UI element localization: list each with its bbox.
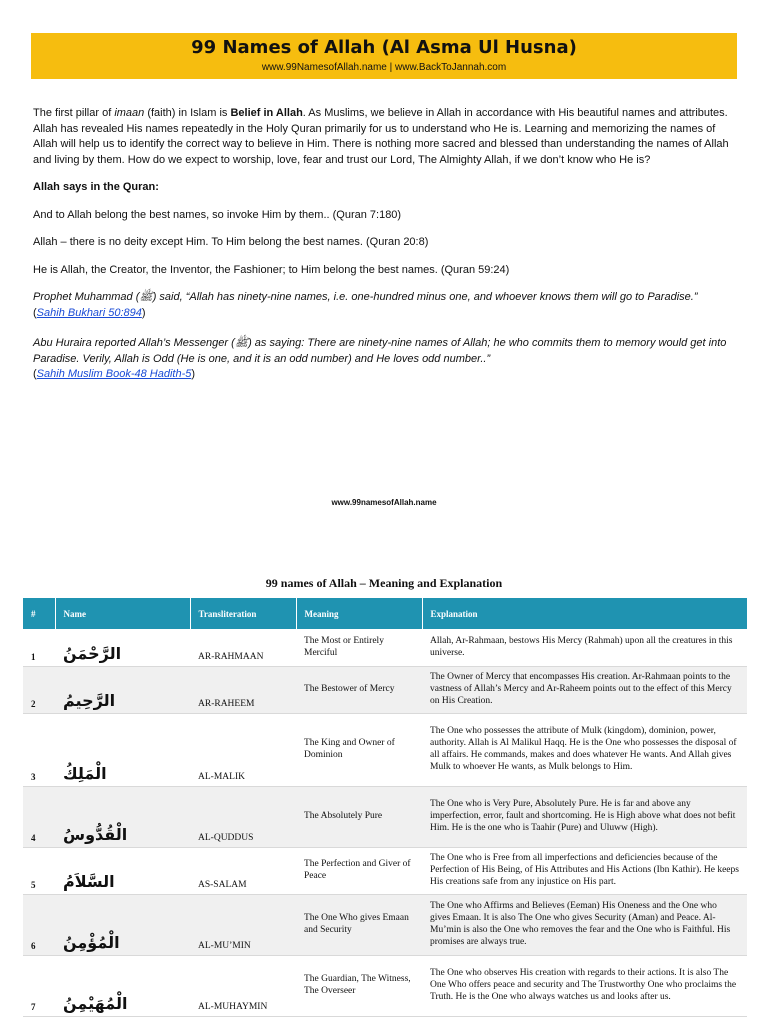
site-url[interactable]: www.99namesofAllah.name <box>331 498 437 507</box>
table-row <box>23 955 747 1016</box>
explanation: The One who is Very Pure, Absolutely Pure. He is far and above any imperfection, error, fault and shortcoming. He is High above what does not befit Him. He is the one who is Taahir (Pure) and Uluww (High). <box>422 786 747 847</box>
transliteration: AR-RAHMAAN <box>190 629 296 666</box>
explanation: The One who is Free from all imperfections and deficiencies because of the Perfection of His Being, of His Attributes and His Actions (Ibn Kathir). He keeps His creations safe from any injustice on His part. <box>422 847 747 894</box>
quran-quote: He is Allah, the Creator, the Inventor, the Fashioner; to Him belong the best names. (Quran 59:24) <box>33 263 510 276</box>
row-number: 1 <box>23 629 55 666</box>
explanation: The One who Affirms and Believes (Eeman) His Oneness and the One who gives Emaan. It is also The One who gives Security (Aman) and Peace. Al-Mu’min is also the One who removes the fear and the One who is Faithful. His promises are always true. <box>422 894 747 955</box>
transliteration: AL-QUDDUS <box>190 786 296 847</box>
transliteration: AL-MALIK <box>190 713 296 786</box>
arabic-name: الْقُدُّوسُ <box>55 786 190 847</box>
arabic-name: الْمَلِكُ <box>55 713 190 786</box>
explanation: The Owner of Mercy that encompasses His creation. Ar-Rahmaan points to the vastness of Allah’s Mercy and Ar-Raheem points out to the effect of this Mercy on His Creation. <box>422 666 747 713</box>
meaning: The Guardian, The Witness, The Overseer <box>296 955 422 1016</box>
transliteration: AR-RAHEEM <box>190 666 296 713</box>
col-header-number: # <box>23 598 55 629</box>
explanation: The One who possesses the attribute of Mulk (kingdom), dominion, power, authority. Allah is Al Malikul Haqq. He is the One who possesses the disposal of all affairs. He commands, makes and does whatever He wants. And Allah gives Mulk to whoever He wants, as Mulk belongs to Him. <box>422 713 747 786</box>
transliteration: AL-MU’MIN <box>190 894 296 955</box>
quran-quote: Allah – there is no deity except Him. To Him belong the best names. (Quran 20:8) <box>33 236 429 248</box>
row-number: 2 <box>23 666 55 713</box>
table-row <box>23 666 747 713</box>
meaning: The One Who gives Emaan and Security <box>296 894 422 955</box>
arabic-name: السَّلاَمُ <box>55 847 190 894</box>
header-links[interactable]: www.99NamesofAllah.name | www.BackToJannah.com <box>261 62 507 73</box>
row-number: 6 <box>23 894 55 955</box>
quran-quote: And to Allah belong the best names, so invoke Him by them.. (Quran 7:180) <box>33 208 402 221</box>
transliteration: AL-MUHAYMIN <box>190 955 296 1016</box>
intro-section <box>33 106 733 383</box>
table-row <box>23 847 747 894</box>
meaning: The Most or Entirely Merciful <box>296 629 422 666</box>
table-header-row <box>23 598 747 629</box>
col-header-name: Name <box>55 598 190 629</box>
intro-paragraph: The first pillar of imaan (faith) in Islam is Belief in Allah. As Muslims, we believe in Allah in accordance with His beautiful names and attributes. Allah has revealed His names repeatedly in the Holy Quran primarily for us to understand who He is. Learning and memorizing the names of Allah will help us to identify the correct way to believe in Him. There is nothing more sacred and blessed than understanding the names of Allah and living by them. How do we expect to worship, love, fear and trust our Lord, The Almighty Allah, if we don’t know who He is? <box>33 107 729 166</box>
page-title: 99 Names of Allah (Al Asma Ul Husna) <box>191 37 577 58</box>
hadith-reference-link[interactable]: Sahih Muslim Book-48 Hadith-5 <box>36 368 192 380</box>
meaning: The Perfection and Giver of Peace <box>296 847 422 894</box>
col-header-explanation: Explanation <box>422 598 747 629</box>
hadith-reference-link[interactable]: Sahih Bukhari 50:894 <box>36 306 142 319</box>
meaning: The Absolutely Pure <box>296 786 422 847</box>
names-table <box>23 598 748 1017</box>
row-number: 3 <box>23 713 55 786</box>
hadith-quote: Abu Huraira reported Allah’s Messenger (ﷺ) as saying: There are ninety-nine names of Allah; he who commits them to memory would get into Paradise. Verily, Allah is Odd (He is one, and it is an odd number) and He loves odd number..” (Sahih Muslim Book-48 Hadith-5) <box>33 337 727 380</box>
table-row <box>23 713 747 786</box>
hadith-quote: Prophet Muhammad (ﷺ) said, “Allah has ninety-nine names, i.e. one-hundred minus one, and whoever knows them will go to Paradise.” (Sahih Bukhari 50:894) <box>33 291 698 319</box>
header-banner <box>31 33 737 79</box>
arabic-name: الْمُهَيْمِنُ <box>55 955 190 1016</box>
arabic-name: الرَّحِيمُ <box>55 666 190 713</box>
col-header-transliteration: Transliteration <box>190 598 296 629</box>
table-title: 99 names of Allah – Meaning and Explanation <box>265 576 503 590</box>
row-number: 5 <box>23 847 55 894</box>
table-row <box>23 786 747 847</box>
explanation: Allah, Ar-Rahmaan, bestows His Mercy (Rahmah) upon all the creatures in this universe. <box>422 629 747 666</box>
meaning: The King and Owner of Dominion <box>296 713 422 786</box>
quran-heading: Allah says in the Quran: <box>33 181 159 193</box>
table-row <box>23 894 747 955</box>
table-row <box>23 629 747 666</box>
row-number: 7 <box>23 955 55 1016</box>
explanation: The One who observes His creation with regards to their actions. It is also The One Who offers peace and security and The Trustworthy One who proclaims the Truth. He is the One who always watches us and looks after us. <box>422 955 747 1016</box>
arabic-name: الْمُؤْمِنُ <box>55 894 190 955</box>
arabic-name: الرَّحْمَنُ <box>55 629 190 666</box>
meaning: The Bestower of Mercy <box>296 666 422 713</box>
row-number: 4 <box>23 786 55 847</box>
col-header-meaning: Meaning <box>296 598 422 629</box>
transliteration: AS-SALAM <box>190 847 296 894</box>
